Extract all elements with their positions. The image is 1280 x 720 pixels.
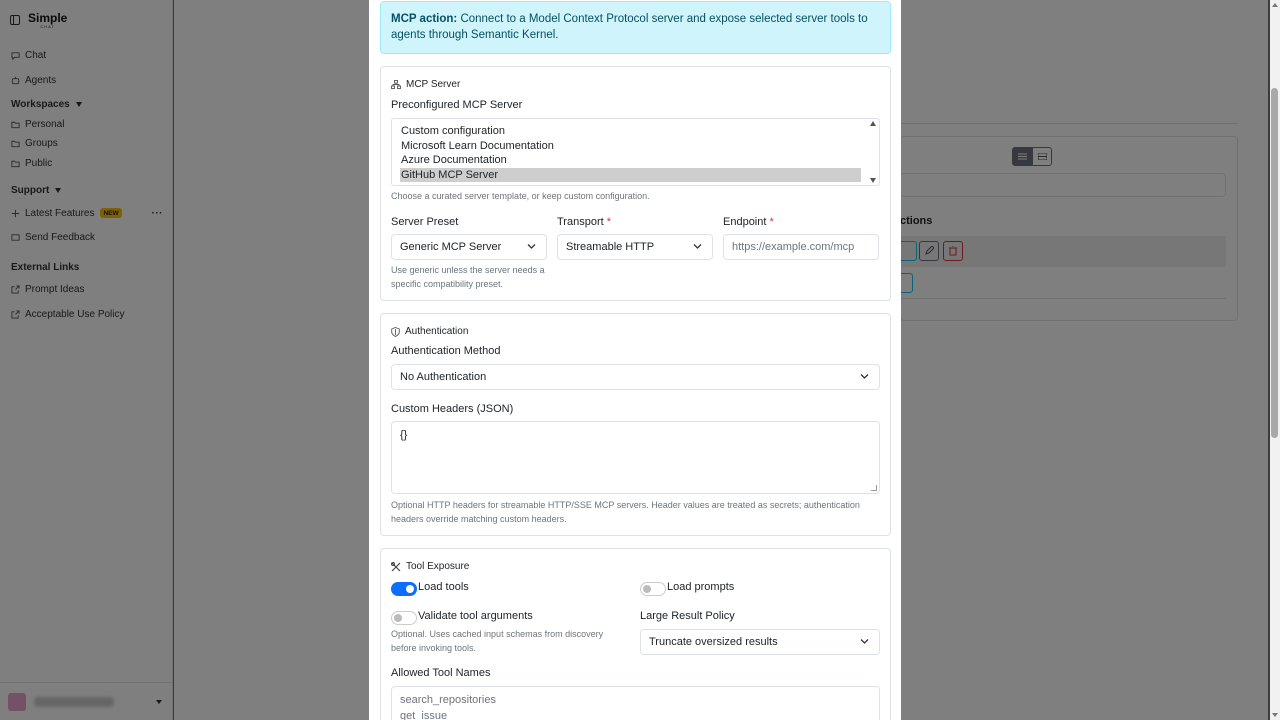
- custom-headers-label: Custom Headers (JSON): [391, 403, 514, 415]
- mcp-info-alert: [380, 1, 891, 54]
- transport-value: Streamable HTTP: [566, 241, 655, 253]
- load-tools-label: Load tools: [418, 581, 469, 593]
- card-title: [391, 79, 460, 90]
- authentication-card: [380, 313, 891, 536]
- scroll-up-icon[interactable]: [1272, 3, 1278, 7]
- mcp-server-card: [380, 66, 891, 301]
- info-text: Connect to a Model Context Protocol server and expose selected server tools to agents through Semantic Kernel.: [391, 13, 868, 41]
- listbox-option[interactable]: Microsoft Learn Documentation: [401, 139, 554, 152]
- endpoint-label-text: Endpoint: [723, 216, 767, 228]
- tools-icon: [391, 562, 401, 572]
- load-tools-toggle[interactable]: [391, 582, 417, 596]
- listbox-option[interactable]: Custom configuration: [401, 125, 505, 137]
- preconfigured-label: Preconfigured MCP Server: [391, 99, 523, 111]
- tool-exposure-card: [380, 548, 891, 720]
- server-preset-label: Server Preset: [391, 216, 459, 228]
- card-title-text: MCP Server: [406, 79, 461, 90]
- server-preset-select[interactable]: [391, 234, 547, 260]
- transport-select[interactable]: [557, 234, 713, 260]
- card-title: [391, 326, 468, 337]
- info-bold: MCP action:: [391, 13, 458, 25]
- transport-label-text: Transport: [557, 216, 604, 228]
- listbox-option[interactable]: GitHub MCP Server: [400, 168, 861, 183]
- mcp-action-modal: [369, 0, 901, 720]
- load-prompts-toggle[interactable]: [640, 582, 666, 596]
- custom-headers-value: {}: [400, 429, 408, 441]
- chevron-down-icon: [860, 373, 869, 380]
- auth-method-label: Authentication Method: [391, 345, 501, 357]
- scroll-down-icon[interactable]: [1272, 713, 1278, 717]
- auth-method-value: No Authentication: [400, 371, 487, 383]
- resize-handle-icon[interactable]: [871, 485, 877, 491]
- page-scrollbar[interactable]: [1270, 0, 1280, 720]
- listbox-option[interactable]: Azure Documentation: [401, 154, 507, 166]
- allowed-tool-line: search_repositories: [400, 694, 496, 706]
- chevron-down-icon: [693, 243, 702, 250]
- chevron-down-icon: [860, 638, 869, 645]
- scroll-down-icon[interactable]: [870, 178, 876, 183]
- server-preset-value: Generic MCP Server: [400, 241, 502, 253]
- shield-icon: [391, 327, 400, 337]
- custom-headers-textarea[interactable]: [391, 421, 880, 494]
- server-preset-help: Use generic unless the server needs a specific compatibility preset.: [391, 265, 545, 289]
- validate-args-help: Optional. Uses cached input schemas from discovery before invoking tools.: [391, 629, 604, 653]
- card-title-text: Authentication: [405, 326, 469, 337]
- large-result-select[interactable]: [640, 629, 880, 655]
- card-title-text: Tool Exposure: [406, 561, 470, 572]
- allowed-tool-line: get_issue: [400, 710, 448, 720]
- large-result-label: Large Result Policy: [640, 610, 735, 622]
- card-title: [391, 561, 469, 572]
- required-mark: *: [606, 216, 612, 228]
- validate-args-toggle[interactable]: [391, 611, 417, 625]
- endpoint-label: [723, 216, 774, 228]
- scroll-up-icon[interactable]: [870, 121, 876, 126]
- auth-method-select[interactable]: [391, 364, 880, 390]
- chevron-down-icon: [527, 243, 536, 250]
- allowed-tools-label: Allowed Tool Names: [391, 667, 491, 679]
- custom-headers-help: Optional HTTP headers for streamable HTTP/SSE MCP servers. Header values are treated as secrets; authentication headers override matching custom headers.: [391, 500, 860, 524]
- required-mark: *: [769, 216, 774, 228]
- diagram-icon: [391, 80, 401, 89]
- preconfigured-server-listbox[interactable]: [391, 118, 880, 186]
- preconfigured-help: Choose a curated server template, or keep custom configuration.: [391, 191, 650, 201]
- scrollbar-thumb[interactable]: [1271, 88, 1278, 438]
- validate-args-label: Validate tool arguments: [418, 610, 533, 622]
- endpoint-input[interactable]: [723, 234, 879, 260]
- transport-label: [557, 216, 611, 228]
- allowed-tools-textarea[interactable]: [391, 686, 880, 720]
- load-prompts-label: Load prompts: [667, 581, 735, 593]
- endpoint-placeholder: https://example.com/mcp: [732, 241, 855, 253]
- large-result-value: Truncate oversized results: [649, 636, 778, 648]
